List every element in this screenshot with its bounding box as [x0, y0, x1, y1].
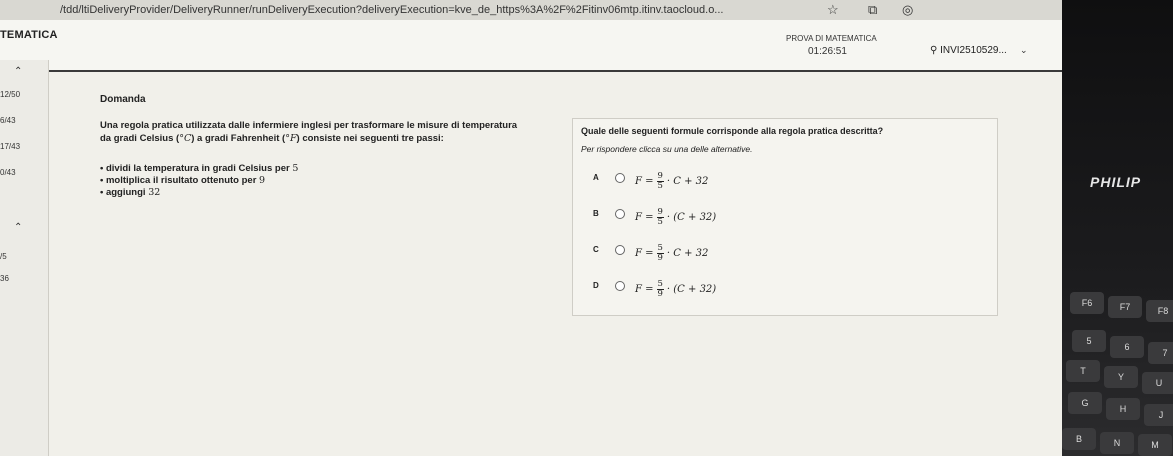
option-d[interactable] — [593, 275, 893, 305]
stem-text: ) consiste nei seguenti tre passi: — [296, 133, 444, 144]
browser-toolbar — [0, 0, 1062, 21]
keyboard-key: B — [1062, 428, 1096, 450]
radio-button[interactable] — [615, 209, 625, 219]
list-item — [100, 187, 570, 199]
keyboard-key: F8 — [1146, 300, 1173, 322]
option-formula — [635, 203, 716, 231]
formula-rhs: · C + 32 — [666, 175, 709, 187]
list-item — [100, 175, 570, 187]
numerator: 9 — [657, 206, 663, 217]
option-letter: A — [593, 173, 599, 182]
extension-icon[interactable]: ⧉ — [868, 2, 878, 17]
option-letter: D — [593, 281, 599, 290]
denominator: 9 — [657, 252, 663, 263]
question-panel — [48, 90, 1062, 456]
option-letter: C — [593, 245, 599, 254]
app-header — [0, 20, 1062, 72]
keyboard-brand: PHILIP — [1090, 174, 1142, 190]
list-item — [100, 163, 570, 175]
answer-box — [572, 118, 998, 316]
sidebar-item[interactable]: 6/43 — [0, 116, 16, 125]
sidebar-item[interactable]: /5 — [0, 252, 7, 261]
chevron-up-icon[interactable]: ⌃ — [14, 222, 23, 233]
keyboard-key: 7 — [1148, 342, 1173, 364]
step-value: 5 — [292, 163, 299, 174]
stem-line-1: Una regola pratica utilizzata dalle infermiere inglesi per trasformare le misure di temperatura — [100, 120, 518, 131]
fraction — [657, 244, 664, 263]
radio-button[interactable] — [615, 281, 625, 291]
keyboard-key: M — [1138, 434, 1172, 456]
keyboard-key: T — [1066, 360, 1100, 382]
fraction — [657, 208, 664, 227]
keyboard-key: G — [1068, 392, 1102, 414]
radio-button[interactable] — [615, 173, 625, 183]
star-icon[interactable]: ☆ — [827, 2, 839, 17]
sidebar — [0, 60, 49, 456]
keyboard-key: H — [1106, 398, 1140, 420]
step-value: 32 — [148, 187, 161, 198]
chevron-down-icon[interactable]: ⌄ — [1020, 45, 1028, 55]
denominator: 5 — [657, 216, 663, 227]
numerator: 9 — [657, 170, 663, 181]
question-stem — [100, 119, 570, 145]
stem-text: da gradi Celsius ( — [100, 133, 180, 144]
timer: 01:26:51 — [808, 46, 847, 57]
question-stem-area — [100, 94, 570, 199]
keyboard-key: 5 — [1072, 330, 1106, 352]
formula-rhs: · (C + 32) — [666, 283, 717, 295]
brand-title: TEMATICA — [0, 29, 58, 41]
sidebar-item[interactable]: 0/43 — [0, 168, 16, 177]
question-label: Domanda — [100, 94, 146, 105]
chevron-up-icon[interactable]: ⌃ — [14, 66, 23, 77]
formula-lhs: F = — [635, 175, 654, 187]
formula-lhs: F = — [635, 283, 654, 295]
formula-rhs: · (C + 32) — [666, 211, 717, 223]
fahrenheit-symbol: °F — [285, 133, 297, 144]
account-icon[interactable]: ◎ — [902, 2, 914, 17]
keyboard-key: F6 — [1070, 292, 1104, 314]
option-formula — [635, 167, 708, 195]
radio-button[interactable] — [615, 245, 625, 255]
sidebar-item[interactable]: 17/43 — [0, 142, 21, 151]
user-icon: ⚲ — [930, 45, 938, 56]
sidebar-item[interactable]: 36 — [0, 274, 9, 283]
test-title: PROVA DI MATEMATICA — [786, 34, 877, 43]
user-menu[interactable] — [930, 45, 1007, 56]
step-value: 9 — [259, 175, 266, 186]
step-text: dividi la temperatura in gradi Celsius per — [105, 163, 293, 174]
answer-instruction: Per rispondere clicca su una delle alternative. — [581, 144, 753, 154]
numerator: 5 — [657, 242, 663, 253]
keyboard-key: J — [1144, 404, 1173, 426]
option-b[interactable] — [593, 203, 893, 233]
formula-lhs: F = — [635, 247, 654, 259]
question-prompt: Quale delle seguenti formule corrisponde alla regola pratica descritta? — [581, 126, 884, 136]
denominator: 9 — [657, 288, 663, 299]
address-bar[interactable]: /tdd/ltiDeliveryProvider/DeliveryRunner/runDeliveryExecution?deliveryExecution=kve_de_https%3A%2F%2Fitinv06mtp.itinv.taocloud.o... — [60, 4, 724, 16]
fraction — [657, 280, 664, 299]
laptop-keyboard — [1062, 0, 1173, 456]
keyboard-key: 6 — [1110, 336, 1144, 358]
keyboard-key: N — [1100, 432, 1134, 454]
option-formula — [635, 239, 708, 267]
celsius-symbol: °C — [179, 133, 192, 144]
steps-list — [100, 163, 570, 199]
keyboard-key: F7 — [1108, 296, 1142, 318]
numerator: 5 — [657, 278, 663, 289]
stem-text: ) a gradi Fahrenheit ( — [191, 133, 286, 144]
formula-rhs: · C + 32 — [666, 247, 709, 259]
step-text: aggiungi — [105, 187, 149, 198]
user-name: INVI2510529... — [940, 45, 1007, 56]
option-a[interactable] — [593, 167, 893, 197]
option-c[interactable] — [593, 239, 893, 269]
keyboard-key: U — [1142, 372, 1173, 394]
denominator: 5 — [657, 180, 663, 191]
fraction — [657, 172, 664, 191]
option-letter: B — [593, 209, 599, 218]
option-formula — [635, 275, 716, 303]
step-text: moltiplica il risultato ottenuto per — [105, 175, 260, 186]
sidebar-item[interactable]: 12/50 — [0, 90, 21, 99]
formula-lhs: F = — [635, 211, 654, 223]
keyboard-key: Y — [1104, 366, 1138, 388]
